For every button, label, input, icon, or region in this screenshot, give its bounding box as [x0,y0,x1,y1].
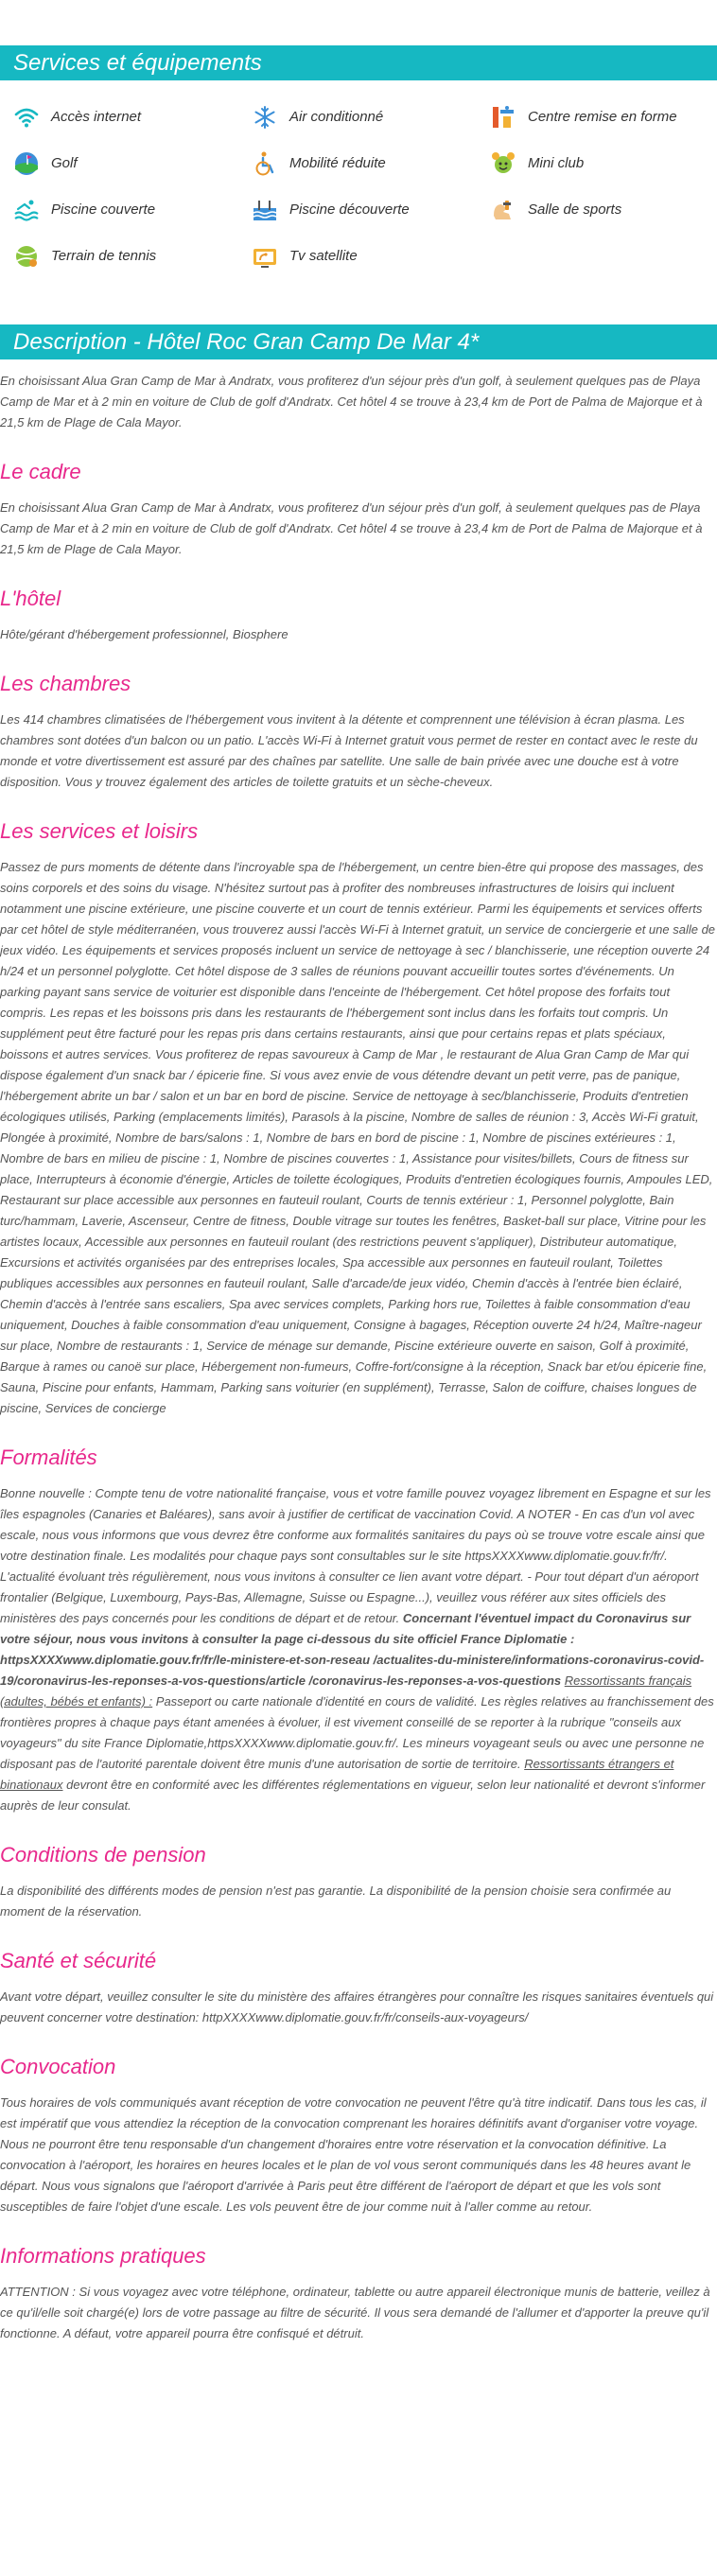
amenity-label: Piscine couverte [51,202,156,218]
pension-title: Conditions de pension [0,1843,206,1866]
amenity-label: Mini club [528,155,585,171]
gym-icon [488,195,518,225]
amenity-item [11,140,250,186]
mini-club-icon [488,149,518,179]
amenity-item [488,140,717,186]
sante-title: Santé et sécurité [0,1949,157,1972]
amenity-item [488,94,717,140]
amenity-label: Air conditionné [289,109,384,125]
snowflake-icon [250,102,280,132]
description-intro: En choisissant Alua Gran Camp de Mar à Andratx, vous profiterez d'un séjour près d'un golf, à seulement quelques pas de Playa Camp de Mar et à 2 min en voiture de Club de golf d'Andratx. Cet hôtel 4 se trouve à 23,4 km de Port de Palma de Majorque et à 21,5 km de Plage de Cala Mayor. [0,374,703,429]
satellite-tv-icon [250,241,280,272]
amenity-label: Accès internet [51,109,142,125]
indoor-pool-icon [11,195,42,225]
tennis-icon [11,241,42,272]
services-title: Services et équipements [0,45,717,80]
pratiques-title: Informations pratiques [0,2244,206,2268]
loisirs-text: Passez de purs moments de détente dans l'incroyable spa de l'hébergement, un centre bien-être qui propose des massages, des soins corporels et des soins du visage. N'hésitez surtout pas à profiter des nombreuses infrastructures de loisirs qui incluent notamment une piscine extérieure, une piscine couverte et un court de tennis extérieur. Parmi les équipements et services offerts par cet hôtel de style méditerranéen, vous trouverez aussi l'accès Wi-Fi à Internet gratuit, un service de conciergerie et une salle de jeux vidéo. Les équipements et services proposés incluent un service de nettoyage à sec / blanchisserie, une réception ouverte 24 h/24 et un personnel polyglotte. Cet hôtel dispose de 3 salles de réunions pouvant accueillir toutes sortes d'événements. Un parking payant sans service de voiturier est disponible dans l'enceinte de l'hébergement. Cet hôtel propose des forfaits tout compris. Les repas et les boissons pris dans les restaurants de l'hébergement sont inclus dans les forfaits tout compris. Un supplément peut être facturé pour les repas pris dans certains restaurants, ainsi que pour certains repas et plats spéciaux, boissons et autres services. Vous profiterez de repas savoureux à Camp de Mar , le restaurant de Alua Gran Camp de Mar qui dispose également d'un snack bar / épicerie fine. Si vous avez envie de vous détendre devant un petit verre, pas de panique, l'hébergement abrite un bar / salon et un bar en bord de piscine. Service de nettoyage à sec/blanchisserie, Produits d'entretien écologiques utilisés, Parking (emplacements limités), Parasols à la piscine, Nombre de salles de réunion : 3, Accès Wi-Fi gratuit, Plongée à proximité, Nombre de bars/salons : 1, Nombre de bars en bord de piscine : 1, Nombre de piscines extérieures : 1, Nombre de bars en milieu de piscine : 1, Nombre de piscines couvertes : 1, Assistance pour visites/billets, Cours de fitness sur place, Interrupteurs à économie d'énergie, Articles de toilette écologiques, Produits d'entretien écologiques fournis, Ampoules LED, Restaurant sur place accessible aux personnes en fauteuil roulant, Courts de tennis extérieur : 1, Personnel polyglotte, Bain turc/hammam, Laverie, Ascenseur, Centre de fitness, Double vitrage sur toutes les fenêtres, Basket-ball sur place, Vitrine pour les artistes locaux, Accessible aux personnes en fauteuil roulant (des restrictions peuvent s'appliquer), Distributeur automatique, Excursions et activités organisées par des entreprises locales, Spa accessible aux personnes en fauteuil roulant, Toilettes publiques accessibles aux personnes en fauteuil roulant, Salle d'arcade/de jeux vidéo, Chemin d'accès à l'entrée bien éclairé, Chemin d'accès à l'entrée sans escaliers, Spa avec services complets, Parking hors rue, Toilettes à faible consommation d'eau uniquement, Douches à faible consommation d'eau uniquement, Consigne à bagages, Réception ouverte 24 h/24, Maître-nageur sur place, Nombre de restaurants : 1, Service de ménage sur demande, Piscine extérieure ouverte en saison, Golf à proximité, Barque à rames ou canoë sur place, Hébergement non-fumeurs, Coffre-fort/consigne à la réception, Snack bar et/ou épicerie fine, Sauna, Piscine pour enfants, Hammam, Parking sans voiturier (en supplément), Terrasse, Salon de coiffure, chaises longues de piscine, Services de concierge [0,860,716,1415]
amenity-label: Salle de sports [528,202,622,218]
chambres-text: Les 414 chambres climatisées de l'hébergement vous invitent à la détente et comprennent une télévision à écran plasma. Les chambres sont dotées d'un balcon ou un patio. L'accès Wi-Fi à Internet gratuit vous permet de rester en contact avec le reste du monde et votre divertissement est assuré par des chaînes par satellite. Une salle de bain privée avec une douche est à votre disposition. Vous y trouvez également des articles de toilette gratuits et un sèche-cheveux. [0,712,698,789]
hotel-text: Hôte/gérant d'hébergement professionnel, Biosphere [0,627,289,641]
formalites-title: Formalités [0,1446,97,1469]
pension-text: La disponibilité des différents modes de pension n'est pas garantie. La disponibilité de la pension choisie sera confirmée au moment de la réservation. [0,1884,672,1919]
chambres-title: Les chambres [0,672,131,695]
amenity-label: Tv satellite [289,248,358,264]
convocation-text: Tous horaires de vols communiqués avant réception de votre convocation ne peuvent l'être qu'à titre indicatif. Dans tous les cas, il est impératif que vous attendiez la réception de la convocation comprenant les horaires définitifs avant d'organiser votre voyage. Nous ne pourront être tenu responsable d'un changement d'horaires entre votre réservation et la convocation définitive. La convocation à l'aéroport, les horaires en heures locales et le plan de vol vous seront communiqués dans les 48 heures avant le départ. Nous vous signalons que l'aéroport d'arrivée à Paris peut être différent de l'aéroport de départ et que les vols sont susceptibles de faire l'objet d'une escale. Les vols peuvent être de jour comme nuit à l'aller comme au retour. [0,2095,707,2214]
cadre-title: Le cadre [0,460,81,483]
amenity-item [11,94,250,140]
formalites-bold: Concernant l'éventuel impact du Coronavirus sur votre séjour, nous vous invitons à consulter la page ci-dessous du site officiel France Diplomatie : httpsXXXXwww.diplomatie.gouv.fr/fr/le-ministere-et-son-reseau /actualites-du-ministere/informations-coronavirus-covid-19/coronavirus-les-reponses-a-vos-questions/article /coronavirus-les-reponses-a-vos-questions [0,1611,705,1688]
amenity-label: Terrain de tennis [51,248,157,264]
amenities-grid [0,80,717,279]
amenity-label: Mobilité réduite [289,155,386,171]
convocation-title: Convocation [0,2055,116,2078]
fitness-icon [488,102,518,132]
formalites-underline-french: Ressortissants français (adultes, bébés et enfants) : [0,1674,692,1709]
formalites-text-part: Bonne nouvelle : Compte tenu de votre nationalité française, vous et votre famille pouvez voyagez librement en Espagne et sur les îles espagnoles (Canaries et Baléares), sans avoir à justifier de certificat de vaccination Covid. A NOTER - En cas d'un vol avec escale, nous vous informons que vous devrez être conforme aux formalités sanitaires du pays où se trouve votre escale ainsi que votre destination finale. Les modalités pour chaque pays sont consultables sur le site httpsXXXXwww.diplomatie.gouv.fr/fr/. L'actualité évoluant très régulièrement, nous vous invitons à consulter ce lien avant votre départ. - Pour tout départ d'un aéroport frontalier (Belgique, Luxembourg, Pays-Bas, Allemagne, Suisse ou Espagne...), veuillez vous référer aux sites officiels des ministères des pays concernés pour les conditions de départ et de retour. [0,1486,711,1625]
formalites-underline-foreign: Ressortissants étrangers et binationaux [0,1757,674,1792]
formalites-text-part: Passeport ou carte nationale d'identité en cours de validité. Les règles relatives au franchissement des frontières propres à chaque pays étant amenées à évoluer, il est vivement conseillé de se reporter à la rubrique "conseils aux voyageurs" du site France Diplomatie,httpsXXXXwww.diplomatie.gouv.fr/. Les mineurs voyageant seuls ou avec une personne ne disposant pas de l'autorité parentale doivent être munis d'une autorisation de sortie de territoire. [0,1694,714,1771]
amenity-item [11,233,250,279]
hotel-title: L'hôtel [0,587,61,610]
formalites-text-part: devront être en conformité avec les différentes réglementations en vigueur, selon leur nationalité et devront s'informer auprès de leur consulat. [0,1778,706,1813]
loisirs-title: Les services et loisirs [0,819,199,843]
wheelchair-icon [250,149,280,179]
amenity-item [250,186,488,233]
pratiques-text: ATTENTION : Si vous voyagez avec votre téléphone, ordinateur, tablette ou autre appareil électronique munis de batterie, veillez à ce qu'il/elle soit chargé(e) lors de votre passage au filtre de sécurité. Il vous sera demandé de l'allumer et d'apporter la preuve qu'il fonctionne. A défaut, votre appareil pourra être confisqué et détruit. [0,2285,710,2340]
golf-icon [11,149,42,179]
outdoor-pool-icon [250,195,280,225]
description-title: Description - Hôtel Roc Gran Camp De Mar 4* [0,324,717,359]
amenity-label: Centre remise en forme [528,109,677,125]
formalites-text [0,1483,717,1816]
amenity-item [488,186,717,233]
amenity-item [250,94,488,140]
cadre-text: En choisissant Alua Gran Camp de Mar à Andratx, vous profiterez d'un séjour près d'un golf, à seulement quelques pas de Playa Camp de Mar et à 2 min en voiture de Club de golf d'Andratx. Cet hôtel 4 se trouve à 23,4 km de Port de Palma de Majorque et à 21,5 km de Plage de Cala Mayor. [0,500,703,556]
amenity-label: Golf [51,155,78,171]
wifi-icon [11,102,42,132]
amenity-item [11,186,250,233]
amenity-label: Piscine découverte [289,202,410,218]
amenity-item [250,233,488,279]
amenity-item [250,140,488,186]
sante-text: Avant votre départ, veuillez consulter le site du ministère des affaires étrangères pour connaître les risques sanitaires éventuels qui peuvent concerner votre destination: httpXXXXwww.diplomatie.gouv.fr/fr/conseils-aux-voyageurs/ [0,1989,714,2024]
